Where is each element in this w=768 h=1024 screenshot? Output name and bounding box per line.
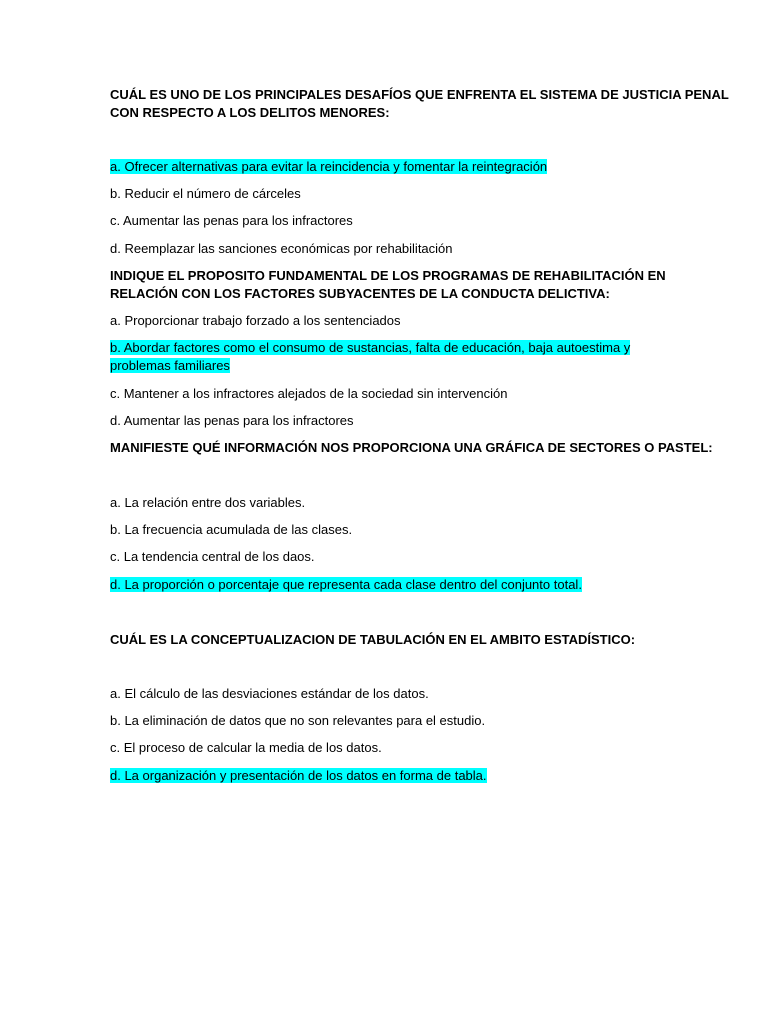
question-3-option-d xyxy=(110,576,582,593)
highlighted-answer: problemas familiares xyxy=(110,358,230,373)
question-1-option-c: c. Aumentar las penas para los infractores xyxy=(110,213,353,228)
question-4-title: CUÁL ES LA CONCEPTUALIZACION DE TABULACIÓN EN EL AMBITO ESTADÍSTICO: xyxy=(110,632,636,647)
question-3-title: MANIFIESTE QUÉ INFORMACIÓN NOS PROPORCIONA UNA GRÁFICA DE SECTORES O PASTEL: xyxy=(110,440,713,455)
question-2-option-d: d. Aumentar las penas para los infractores xyxy=(110,413,354,428)
question-2-option-c: c. Mantener a los infractores alejados de la sociedad sin intervención xyxy=(110,386,508,401)
question-2-option-b-line-2 xyxy=(110,357,230,374)
question-2-option-b-line-1 xyxy=(110,339,630,356)
highlighted-answer: b. Abordar factores como el consumo de sustancias, falta de educación, baja autoestima y xyxy=(110,340,631,355)
question-1-title-line-2: CON RESPECTO A LOS DELITOS MENORES: xyxy=(110,105,390,120)
question-4-option-a: a. El cálculo de las desviaciones estándar de los datos. xyxy=(110,686,429,701)
question-2-title-line-1: INDIQUE EL PROPOSITO FUNDAMENTAL DE LOS PROGRAMAS DE REHABILITACIÓN EN xyxy=(110,268,666,283)
question-3-option-b: b. La frecuencia acumulada de las clases. xyxy=(110,522,353,537)
question-3-option-c: c. La tendencia central de los daos. xyxy=(110,549,315,564)
question-2-option-a: a. Proporcionar trabajo forzado a los sentenciados xyxy=(110,313,401,328)
question-1-option-a xyxy=(110,158,547,175)
question-1-title-line-1: CUÁL ES UNO DE LOS PRINCIPALES DESAFÍOS QUE ENFRENTA EL SISTEMA DE JUSTICIA PENAL xyxy=(110,87,729,102)
question-2-title-line-2: RELACIÓN CON LOS FACTORES SUBYACENTES DE LA CONDUCTA DELICTIVA: xyxy=(110,286,610,301)
question-4-option-d xyxy=(110,767,487,784)
highlighted-answer: d. La proporción o porcentaje que representa cada clase dentro del conjunto total. xyxy=(110,577,582,592)
question-4-option-c: c. El proceso de calcular la media de los datos. xyxy=(110,740,382,755)
highlighted-answer: a. Ofrecer alternativas para evitar la reincidencia y fomentar la reintegración xyxy=(110,159,548,174)
highlighted-answer: d. La organización y presentación de los datos en forma de tabla. xyxy=(110,768,487,783)
question-1-option-d: d. Reemplazar las sanciones económicas por rehabilitación xyxy=(110,241,453,256)
question-1-option-b: b. Reducir el número de cárceles xyxy=(110,186,301,201)
question-3-option-a: a. La relación entre dos variables. xyxy=(110,495,306,510)
question-4-option-b: b. La eliminación de datos que no son relevantes para el estudio. xyxy=(110,713,486,728)
